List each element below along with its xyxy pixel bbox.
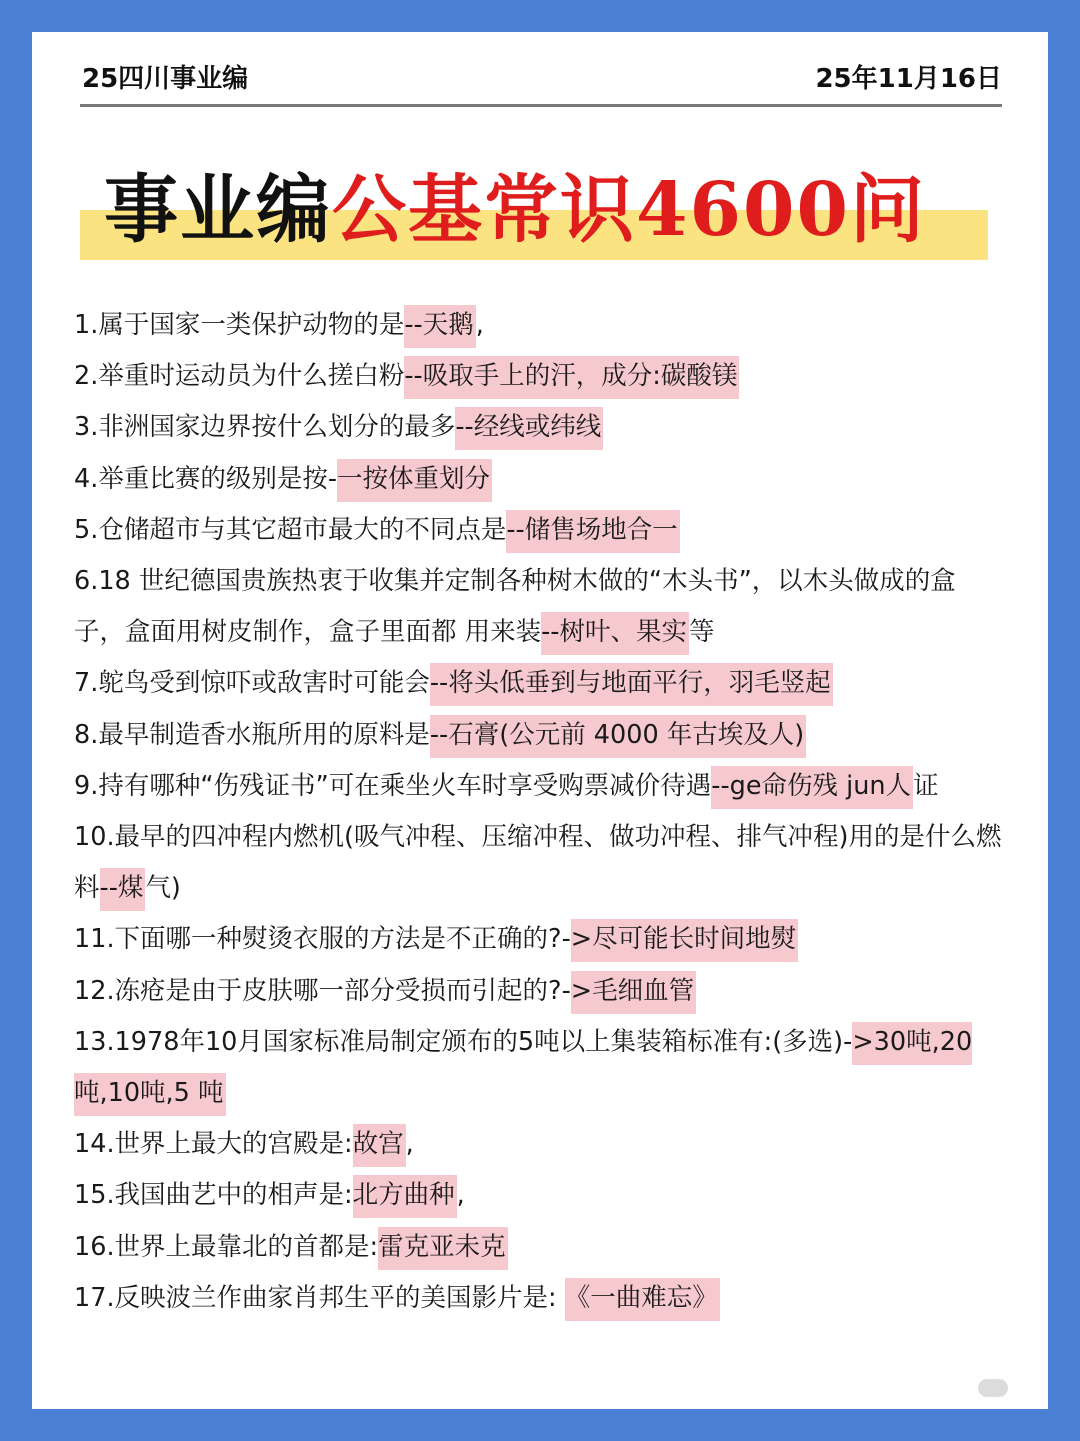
answer-highlight: --吸取手上的汗，成分:碳酸镁: [404, 356, 739, 399]
question-text: 17.反映波兰作曲家肖邦生平的美国影片是:: [74, 1282, 565, 1313]
answer-highlight: 一按体重划分: [337, 459, 492, 502]
header-date: 25年11月16日: [815, 64, 1002, 94]
answer-highlight: --经线或纬线: [455, 407, 603, 450]
list-item: [74, 556, 1004, 658]
question-text: 8.最早制造香水瓶所用的原料是: [74, 719, 430, 750]
answer-highlight: 北方曲种: [353, 1175, 457, 1218]
answer-highlight: --将头低垂到与地面平行，羽毛竖起: [430, 663, 833, 706]
list-item: [74, 505, 1004, 556]
question-text: 9.持有哪种“伤残证书”可在乘坐火车时享受购票减价待遇: [74, 770, 712, 801]
answer-highlight: 雷克亚未克: [378, 1227, 508, 1270]
title-black-part: 事业编: [104, 167, 332, 253]
question-text: 1.属于国家一类保护动物的是: [74, 310, 405, 340]
answer-highlight: --储售场地合一: [506, 510, 679, 553]
header-divider: [80, 104, 1002, 107]
list-item: [74, 914, 1004, 965]
list-item: [74, 300, 1004, 351]
list-item: [74, 710, 1004, 761]
question-text: 5.仓储超市与其它超市最大的不同点是: [74, 514, 507, 545]
question-text: 6.18 世纪德国贵族热衷于收集并定制各种树木做的“木头书”，以木头做成的盒子，盒面用树皮制作，盒子里面都 用来装: [74, 566, 956, 648]
list-item: [74, 1222, 1004, 1273]
question-text: 15.我国曲艺中的相声是:: [74, 1180, 353, 1211]
watermark-badge-icon: [978, 1379, 1008, 1397]
answer-tail: ,: [405, 1129, 414, 1160]
question-text: 14.世界上最大的宫殿是:: [74, 1129, 353, 1160]
question-text: 10.最早的四冲程内燃机(吸气冲程、压缩冲程、做功冲程、排气冲程)用的是什么燃料: [74, 822, 1002, 904]
answer-highlight: --煤: [100, 868, 146, 911]
list-item: [74, 1170, 1004, 1221]
answer-tail: 气): [145, 873, 181, 904]
answer-highlight: 故宫: [353, 1124, 406, 1167]
list-item: [74, 402, 1004, 453]
answer-highlight: >30吨,20吨,10吨,5 吨: [74, 1022, 972, 1116]
answer-tail: 证: [913, 770, 939, 801]
header-left-label: 25四川事业编: [82, 64, 249, 94]
answer-highlight: >尽可能长时间地熨: [571, 919, 798, 962]
answer-highlight: --树叶、果实: [541, 612, 689, 655]
list-item: [74, 454, 1004, 505]
list-item: [74, 812, 1004, 914]
answer-tail: ,: [456, 1180, 465, 1211]
page-title: [104, 160, 1004, 260]
list-item: [74, 761, 1004, 812]
list-item: [74, 1119, 1004, 1170]
question-text: 12.冻疮是由于皮肤哪一部分受损而引起的?-: [74, 975, 571, 1006]
answer-highlight: --ge命伤残 jun人: [711, 766, 913, 809]
question-text: 2.举重时运动员为什么搓白粉: [74, 361, 405, 392]
question-text: 4.举重比赛的级别是按-: [74, 463, 338, 494]
qa-list: [74, 300, 1004, 1324]
list-item: [74, 351, 1004, 402]
list-item: [74, 658, 1004, 709]
question-text: 3.非洲国家边界按什么划分的最多: [74, 412, 456, 443]
question-text: 7.鸵鸟受到惊吓或敌害时可能会: [74, 668, 430, 699]
answer-highlight: >毛细血管: [571, 971, 696, 1014]
list-item: [74, 966, 1004, 1017]
question-text: 11.下面哪一种熨烫衣服的方法是不正确的?-: [74, 924, 571, 955]
title-red-part: 公基常识4600问: [332, 167, 926, 253]
answer-highlight: 《一曲难忘》: [565, 1278, 720, 1321]
answer-tail: ,: [475, 310, 484, 340]
document-card: [32, 32, 1048, 1409]
question-text: 16.世界上最靠北的首都是:: [74, 1231, 379, 1262]
list-item: [74, 1017, 1004, 1119]
list-item: [74, 1273, 1004, 1324]
answer-highlight: --天鹅: [404, 305, 475, 348]
answer-highlight: --石膏(公元前 4000 年古埃及人): [430, 715, 806, 758]
question-text: 13.1978年10月国家标准局制定颁布的5吨以上集装箱标准有:(多选)-: [74, 1026, 853, 1057]
answer-tail: 等: [689, 617, 715, 648]
